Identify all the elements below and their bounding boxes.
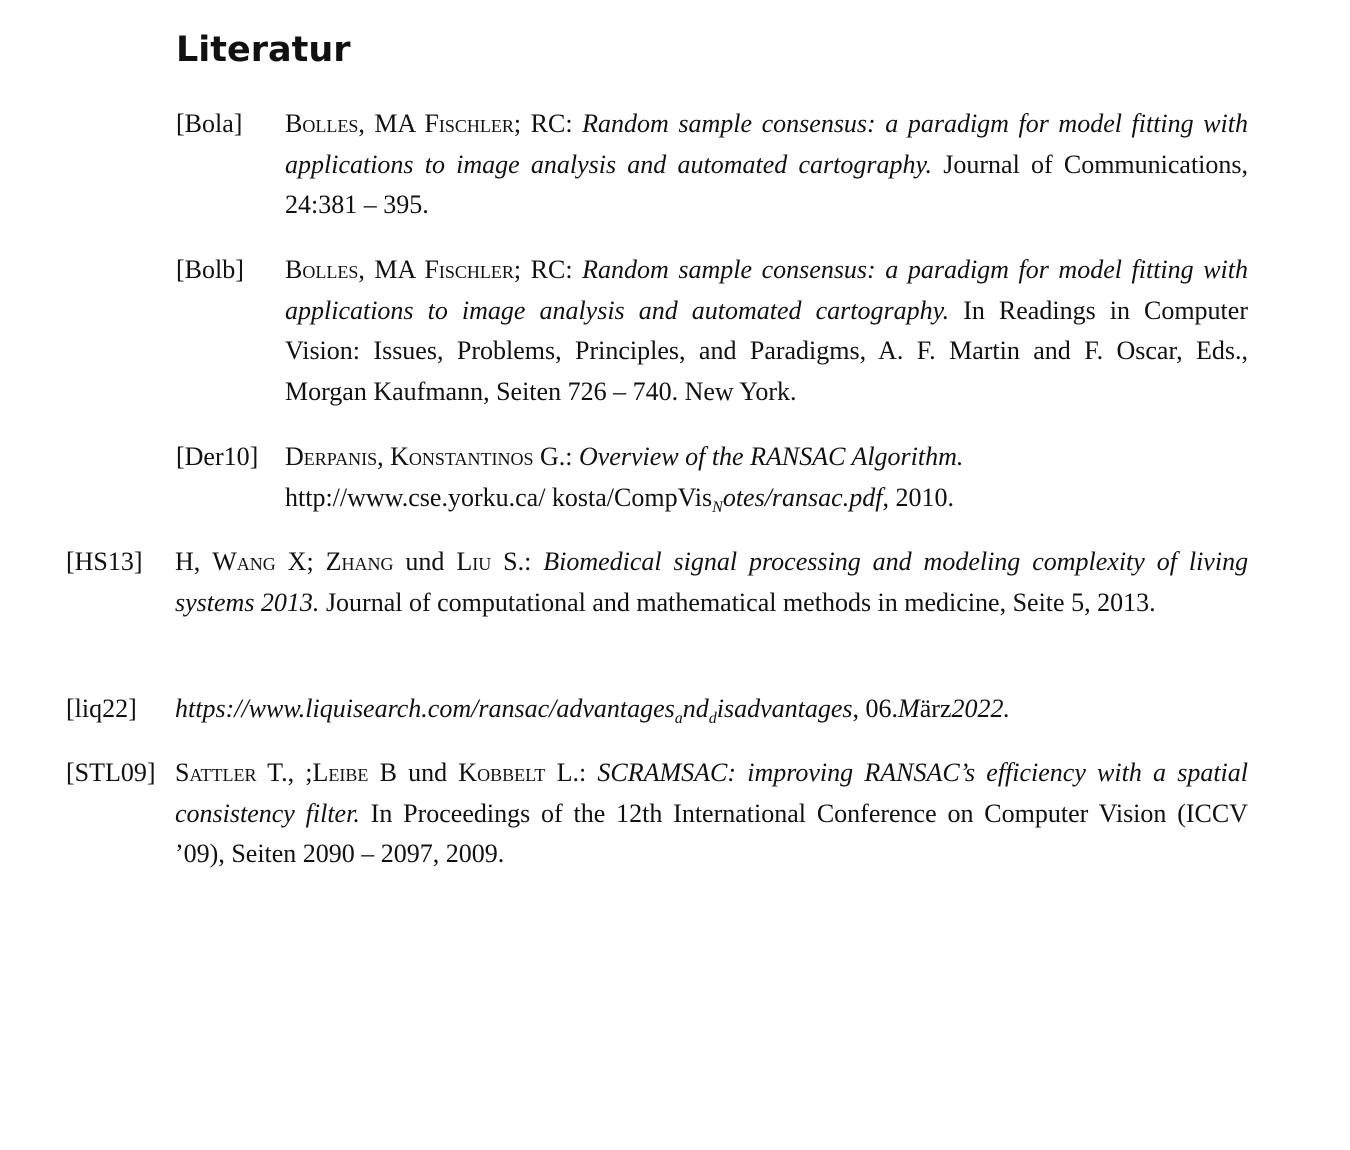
reference-source: Journal of computational and mathematical methods in medicine, Seite 5, 2013. [325,587,1156,617]
reference-label: [Der10] [176,442,259,471]
reference-label: [Bolb] [176,255,244,284]
reference-label: [Bola] [176,109,243,138]
reference-title: Overview of the RANSAC Algorithm. [578,442,964,471]
reference-title: Biomedical signal processing and modeling complexity of living systems 2013. [175,547,1249,617]
reference-url[interactable]: http://www.cse.yorku.ca/ kosta/CompVis$_N$otes/ransac.pdf [285,482,883,516]
page-title: Literatur [176,30,351,70]
reference-url[interactable]: $https://www.liquisearch.com/ransac/advantages_and_disadvantages$ [175,694,853,727]
reference-authors: Bolles, MA Fischler; RC: [285,255,573,284]
reference-label: [STL09] [66,758,156,787]
reference-title: Random sample consensus: a paradigm for model fitting with applications to image analysis and automated cartography. [285,109,1248,179]
reference-source: In Readings in Computer Vision: Issues, Problems, Principles, and Paradigms, A. F. Martin and F. Oscar, Eds., Morgan Kaufmann, Seiten 726 – 740. New York. [285,295,1248,406]
reference-label: [HS13] [66,547,143,576]
reference-body [175,753,1248,875]
reference-body [285,250,1248,412]
reference-title: Random sample consensus: a paradigm for model fitting with applications to image analysis and automated cartography. [285,255,1248,325]
reference-source: In Proceedings of the 12th International Conference on Computer Vision (ICCV ’09), Seiten 2090 – 2097, 2009. [175,798,1249,868]
reference-body [175,542,1248,623]
reference-label: [liq22] [66,694,137,723]
reference-authors: Bolles, MA Fischler; RC: [285,109,573,138]
reference-title: SCRAMSAC: improving RANSAC’s efficiency with a spatial consistency filter. [175,758,1248,828]
reference-body [285,104,1248,226]
reference-authors: Sattler T., ;Leibe B und Kobbelt L.: [175,758,587,787]
reference-authors: Derpanis, Konstantinos G.: [285,442,573,471]
reference-authors: H, Wang X; Zhang und Liu S.: [175,547,532,576]
reference-body [175,689,1248,730]
reference-source: Journal of Communications, 24:381 – 395. [285,149,1249,219]
reference-year: , 2010. [882,482,954,512]
reference-body [285,437,1248,518]
reference-date: , 06.März2022. [852,694,1010,723]
